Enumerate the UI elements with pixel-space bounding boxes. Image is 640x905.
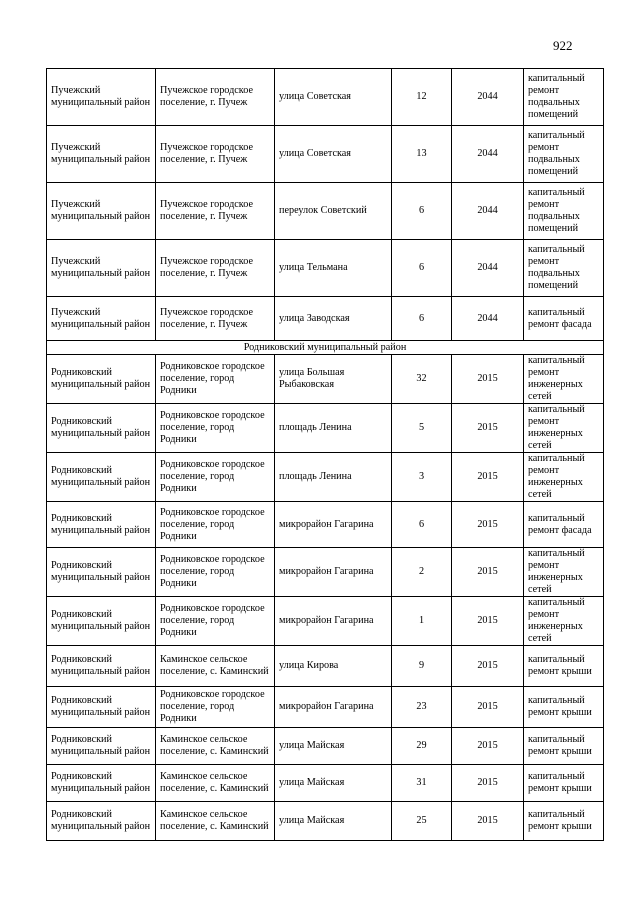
work-type-cell: капитальный ремонт инженерных сетей	[524, 404, 604, 453]
year-cell: 2044	[452, 297, 524, 341]
house-number-cell: 23	[392, 687, 452, 728]
house-number-cell: 12	[392, 69, 452, 126]
street-cell: улица Советская	[275, 69, 392, 126]
table-row	[47, 404, 604, 453]
house-number-cell: 6	[392, 240, 452, 297]
settlement-cell: Каминское сельское поселение, с. Каминский	[156, 646, 275, 687]
year-cell: 2044	[452, 126, 524, 183]
district-cell: Родниковский муниципальный район	[47, 548, 156, 597]
work-type-cell: капитальный ремонт подвальных помещений	[524, 183, 604, 240]
work-type-cell: капитальный ремонт подвальных помещений	[524, 69, 604, 126]
settlement-cell: Пучежское городское поселение, г. Пучеж	[156, 69, 275, 126]
district-cell: Пучежский муниципальный район	[47, 126, 156, 183]
settlement-cell: Каминское сельское поселение, с. Каминский	[156, 802, 275, 841]
year-cell: 2044	[452, 183, 524, 240]
table-row	[47, 597, 604, 646]
page-number: 922	[553, 38, 573, 53]
work-type-cell: капитальный ремонт крыши	[524, 646, 604, 687]
street-cell: площадь Ленина	[275, 404, 392, 453]
settlement-cell: Каминское сельское поселение, с. Каминский	[156, 765, 275, 802]
year-cell: 2015	[452, 597, 524, 646]
work-type-cell: капитальный ремонт инженерных сетей	[524, 548, 604, 597]
district-cell: Родниковский муниципальный район	[47, 502, 156, 548]
street-cell: улица Заводская	[275, 297, 392, 341]
house-number-cell: 29	[392, 728, 452, 765]
house-number-cell: 32	[392, 355, 452, 404]
year-cell: 2015	[452, 802, 524, 841]
settlement-cell: Родниковское городское поселение, город Родники	[156, 548, 275, 597]
settlement-cell: Родниковское городское поселение, город Родники	[156, 687, 275, 728]
table-row	[47, 502, 604, 548]
house-number-cell: 13	[392, 126, 452, 183]
house-number-cell: 5	[392, 404, 452, 453]
settlement-cell: Пучежское городское поселение, г. Пучеж	[156, 126, 275, 183]
settlement-cell: Каминское сельское поселение, с. Каминский	[156, 728, 275, 765]
settlement-cell: Родниковское городское поселение, город Родники	[156, 355, 275, 404]
house-number-cell: 6	[392, 502, 452, 548]
district-cell: Родниковский муниципальный район	[47, 453, 156, 502]
settlement-cell: Родниковское городское поселение, город Родники	[156, 453, 275, 502]
district-cell: Пучежский муниципальный район	[47, 297, 156, 341]
section-header-row	[47, 341, 604, 355]
work-type-cell: капитальный ремонт крыши	[524, 728, 604, 765]
house-number-cell: 2	[392, 548, 452, 597]
table-row	[47, 297, 604, 341]
year-cell: 2015	[452, 687, 524, 728]
work-type-cell: капитальный ремонт крыши	[524, 802, 604, 841]
table-row	[47, 728, 604, 765]
settlement-cell: Родниковское городское поселение, город Родники	[156, 597, 275, 646]
settlement-cell: Родниковское городское поселение, город Родники	[156, 404, 275, 453]
year-cell: 2015	[452, 548, 524, 597]
table-row	[47, 240, 604, 297]
year-cell: 2044	[452, 69, 524, 126]
work-type-cell: капитальный ремонт подвальных помещений	[524, 240, 604, 297]
street-cell: улица Советская	[275, 126, 392, 183]
street-cell: микрорайон Гагарина	[275, 597, 392, 646]
work-type-cell: капитальный ремонт подвальных помещений	[524, 126, 604, 183]
house-number-cell: 6	[392, 297, 452, 341]
street-cell: улица Майская	[275, 765, 392, 802]
table-row	[47, 548, 604, 597]
street-cell: улица Кирова	[275, 646, 392, 687]
street-cell: микрорайон Гагарина	[275, 548, 392, 597]
district-cell: Пучежский муниципальный район	[47, 69, 156, 126]
table-row	[47, 802, 604, 841]
district-cell: Родниковский муниципальный район	[47, 728, 156, 765]
district-cell: Родниковский муниципальный район	[47, 355, 156, 404]
house-number-cell: 1	[392, 597, 452, 646]
street-cell: улица Большая Рыбаковская	[275, 355, 392, 404]
work-type-cell: капитальный ремонт инженерных сетей	[524, 597, 604, 646]
house-number-cell: 25	[392, 802, 452, 841]
work-type-cell: капитальный ремонт крыши	[524, 687, 604, 728]
street-cell: микрорайон Гагарина	[275, 502, 392, 548]
year-cell: 2015	[452, 728, 524, 765]
settlement-cell: Родниковское городское поселение, город Родники	[156, 502, 275, 548]
year-cell: 2044	[452, 240, 524, 297]
district-cell: Пучежский муниципальный район	[47, 240, 156, 297]
year-cell: 2015	[452, 404, 524, 453]
settlement-cell: Пучежское городское поселение, г. Пучеж	[156, 297, 275, 341]
year-cell: 2015	[452, 355, 524, 404]
district-cell: Пучежский муниципальный район	[47, 183, 156, 240]
work-type-cell: капитальный ремонт инженерных сетей	[524, 355, 604, 404]
district-cell: Родниковский муниципальный район	[47, 404, 156, 453]
street-cell: площадь Ленина	[275, 453, 392, 502]
year-cell: 2015	[452, 765, 524, 802]
street-cell: микрорайон Гагарина	[275, 687, 392, 728]
year-cell: 2015	[452, 453, 524, 502]
table-row	[47, 126, 604, 183]
table-row	[47, 453, 604, 502]
table-row	[47, 687, 604, 728]
table-row	[47, 765, 604, 802]
street-cell: улица Майская	[275, 802, 392, 841]
year-cell: 2015	[452, 646, 524, 687]
settlement-cell: Пучежское городское поселение, г. Пучеж	[156, 240, 275, 297]
work-type-cell: капитальный ремонт инженерных сетей	[524, 453, 604, 502]
house-number-cell: 6	[392, 183, 452, 240]
street-cell: улица Тельмана	[275, 240, 392, 297]
district-cell: Родниковский муниципальный район	[47, 765, 156, 802]
work-type-cell: капитальный ремонт фасада	[524, 502, 604, 548]
house-number-cell: 31	[392, 765, 452, 802]
table-row	[47, 646, 604, 687]
year-cell: 2015	[452, 502, 524, 548]
settlement-cell: Пучежское городское поселение, г. Пучеж	[156, 183, 275, 240]
district-cell: Родниковский муниципальный район	[47, 646, 156, 687]
table-row	[47, 355, 604, 404]
house-number-cell: 3	[392, 453, 452, 502]
street-cell: переулок Советский	[275, 183, 392, 240]
housing-repair-table	[46, 68, 604, 841]
district-cell: Родниковский муниципальный район	[47, 687, 156, 728]
house-number-cell: 9	[392, 646, 452, 687]
district-cell: Родниковский муниципальный район	[47, 597, 156, 646]
table-row	[47, 183, 604, 240]
table-row	[47, 69, 604, 126]
street-cell: улица Майская	[275, 728, 392, 765]
section-title: Родниковский муниципальный район	[47, 341, 604, 355]
district-cell: Родниковский муниципальный район	[47, 802, 156, 841]
work-type-cell: капитальный ремонт фасада	[524, 297, 604, 341]
work-type-cell: капитальный ремонт крыши	[524, 765, 604, 802]
